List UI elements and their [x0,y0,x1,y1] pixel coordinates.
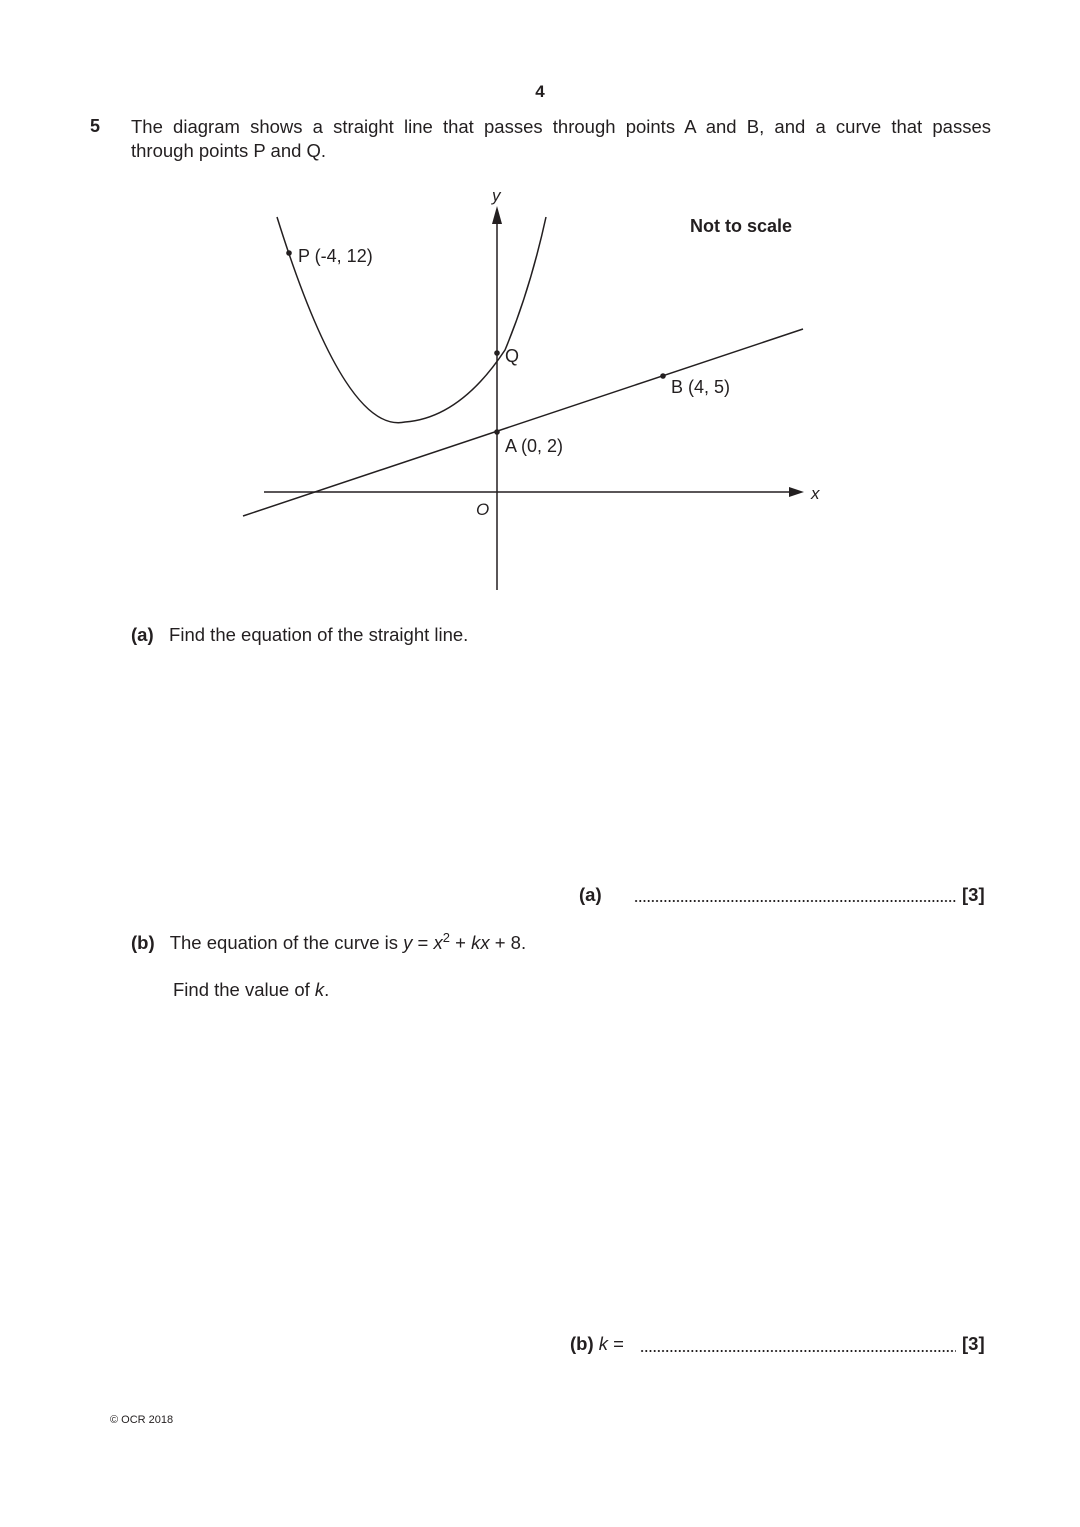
part-b-eq-tail: + 8. [489,932,527,954]
origin-label: O [476,500,490,519]
graph-diagram [0,0,1080,640]
part-b-answer-var: k [598,1333,609,1354]
part-a-marks: [3] [962,884,985,905]
part-a-answer-line[interactable] [634,900,956,902]
x-axis-arrow-icon [789,487,804,497]
point-B-marker [660,373,666,379]
part-b-eq-y: y [403,932,413,954]
part-b-eq-equals: = [412,932,434,954]
part-a-answer-label: (a) [579,884,602,905]
point-A-label: A (0, 2) [505,436,564,456]
point-Q-label: Q [505,346,520,366]
y-axis-arrow-icon [492,206,502,224]
part-b-answer-label-group [570,1333,624,1355]
part-b-instruction [173,979,329,1001]
question-intro-line-2: through points P and Q. [131,140,327,161]
x-axis-label: x [811,484,820,503]
part-b-eq-x: x [433,932,443,954]
part-b-eq-k: k [471,932,481,954]
part-b-label: (b) [131,932,155,954]
point-P-marker [286,250,292,256]
copyright: © OCR 2018 [110,1414,174,1426]
y-axis-label: y [492,186,501,205]
not-to-scale-note: Not to scale [690,216,793,236]
point-P-label: P (-4, 12) [298,246,373,266]
part-b-eq-plus: + [450,932,472,954]
part-b-question [131,930,526,954]
page-number: 4 [535,82,545,101]
part-a-text: Find the equation of the straight line. [169,624,469,645]
part-b-find-end: . [324,979,330,1000]
part-a-question [131,624,468,646]
part-b-eq-x2: x [480,932,490,954]
point-Q-marker [494,350,500,356]
straight-line [243,329,803,516]
part-b-answer-label: (b) [570,1333,594,1354]
question-number: 5 [90,116,101,136]
question-intro-line-1: The diagram shows a straight line that passes through points A and B, and a curve that passes [131,116,991,137]
part-b-text: The equation of the curve is [169,932,404,954]
part-b-marks: [3] [962,1333,985,1354]
part-b-find-text: Find the value of [173,979,315,1000]
point-B-label: B (4, 5) [671,377,731,397]
part-a-label: (a) [131,624,154,645]
part-b-answer-line[interactable] [640,1350,956,1352]
part-b-eq-power: 2 [442,930,450,945]
part-b-answer-equals: = [608,1333,624,1354]
point-A-marker [494,429,500,435]
part-b-find-var: k [314,979,325,1000]
